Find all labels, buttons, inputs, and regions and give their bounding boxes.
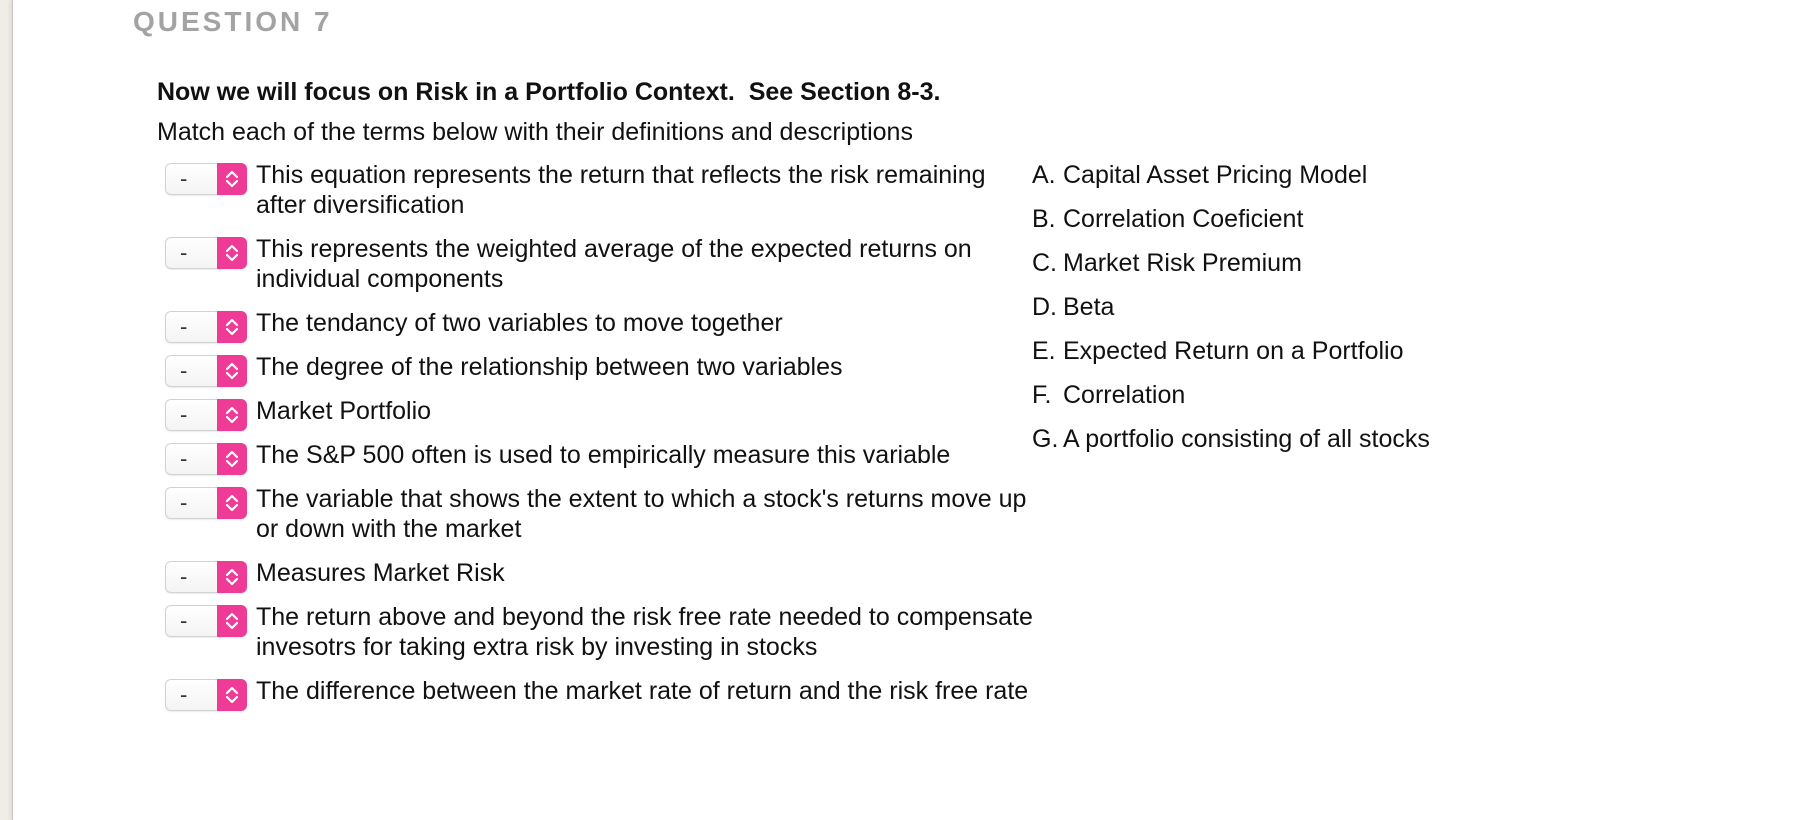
select-value: - bbox=[180, 240, 188, 265]
select-value: - bbox=[180, 402, 188, 427]
select-value: - bbox=[180, 358, 188, 383]
select-arrows-icon[interactable] bbox=[217, 487, 247, 519]
term-text: This equation represents the return that reflects the risk remaining after diversification bbox=[256, 161, 986, 219]
select-arrows-icon[interactable] bbox=[217, 355, 247, 387]
term-text: The return above and beyond the risk free rate needed to compensate invesotrs for taking extra risk by investing in stocks bbox=[256, 603, 1033, 661]
answer-text: Expected Return on a Portfolio bbox=[1063, 337, 1404, 365]
answer-choice bbox=[1032, 424, 1430, 468]
answer-choice bbox=[1032, 204, 1430, 248]
answer-letter: A. bbox=[1032, 161, 1056, 189]
select-value: - bbox=[180, 166, 188, 191]
term-text: Market Portfolio bbox=[256, 397, 432, 425]
select-arrows-icon[interactable] bbox=[217, 605, 247, 637]
answer-choices-list bbox=[1032, 160, 1430, 468]
answer-choice bbox=[1032, 292, 1430, 336]
select-arrows-icon[interactable] bbox=[217, 443, 247, 475]
answer-text: Correlation bbox=[1063, 381, 1186, 409]
matching-row bbox=[165, 352, 1035, 396]
term-text: The variable that shows the extent to which a stock's returns move up or down with the market bbox=[256, 485, 1027, 543]
term-text: The tendancy of two variables to move together bbox=[256, 309, 783, 337]
answer-select[interactable] bbox=[165, 355, 247, 387]
answer-select[interactable] bbox=[165, 237, 247, 269]
answer-select[interactable] bbox=[165, 443, 247, 475]
term-text: Measures Market Risk bbox=[256, 559, 505, 587]
select-value: - bbox=[180, 608, 188, 633]
answer-letter: E. bbox=[1032, 337, 1056, 365]
answer-letter: B. bbox=[1032, 205, 1056, 233]
answer-text: Beta bbox=[1063, 293, 1115, 321]
select-arrows-icon[interactable] bbox=[217, 163, 247, 195]
matching-row bbox=[165, 160, 1035, 234]
answer-select[interactable] bbox=[165, 605, 247, 637]
answer-select[interactable] bbox=[165, 163, 247, 195]
select-arrows-icon[interactable] bbox=[217, 561, 247, 593]
answer-choice bbox=[1032, 336, 1430, 380]
question-page bbox=[12, 0, 1794, 820]
question-heading: Now we will focus on Risk in a Portfolio Context. See Section 8-3. bbox=[157, 78, 941, 106]
matching-row bbox=[165, 396, 1035, 440]
term-text: The degree of the relationship between two variables bbox=[256, 353, 843, 381]
answer-select[interactable] bbox=[165, 561, 247, 593]
matching-row bbox=[165, 308, 1035, 352]
answer-text: Market Risk Premium bbox=[1063, 249, 1302, 277]
select-arrows-icon[interactable] bbox=[217, 311, 247, 343]
matching-terms-list bbox=[165, 160, 1035, 750]
answer-select[interactable] bbox=[165, 487, 247, 519]
select-value: - bbox=[180, 564, 188, 589]
term-text: The S&P 500 often is used to empirically measure this variable bbox=[256, 441, 951, 469]
answer-text: Correlation Coeficient bbox=[1063, 205, 1304, 233]
answer-select[interactable] bbox=[165, 399, 247, 431]
matching-row bbox=[165, 558, 1035, 602]
answer-choice bbox=[1032, 248, 1430, 292]
select-arrows-icon[interactable] bbox=[217, 399, 247, 431]
answer-letter: G. bbox=[1032, 425, 1059, 453]
matching-row bbox=[165, 602, 1035, 676]
matching-row bbox=[165, 234, 1035, 308]
matching-row bbox=[165, 484, 1035, 558]
select-arrows-icon[interactable] bbox=[217, 679, 247, 711]
answer-letter: D. bbox=[1032, 293, 1057, 321]
answer-text: Capital Asset Pricing Model bbox=[1063, 161, 1368, 189]
matching-row bbox=[165, 676, 1035, 750]
question-title: QUESTION 7 bbox=[133, 6, 333, 37]
select-value: - bbox=[180, 446, 188, 471]
answer-select[interactable] bbox=[165, 679, 247, 711]
answer-letter: C. bbox=[1032, 249, 1057, 277]
question-instructions: Match each of the terms below with their definitions and descriptions bbox=[157, 118, 913, 146]
answer-choice bbox=[1032, 380, 1430, 424]
select-value: - bbox=[180, 490, 188, 515]
answer-select[interactable] bbox=[165, 311, 247, 343]
select-arrows-icon[interactable] bbox=[217, 237, 247, 269]
select-value: - bbox=[180, 314, 188, 339]
answer-text: A portfolio consisting of all stocks bbox=[1063, 425, 1430, 453]
answer-letter: F. bbox=[1032, 381, 1052, 409]
term-text: This represents the weighted average of the expected returns on individual components bbox=[256, 235, 972, 293]
select-value: - bbox=[180, 682, 188, 707]
term-text: The difference between the market rate of return and the risk free rate bbox=[256, 677, 1029, 705]
matching-row bbox=[165, 440, 1035, 484]
answer-choice bbox=[1032, 160, 1430, 204]
